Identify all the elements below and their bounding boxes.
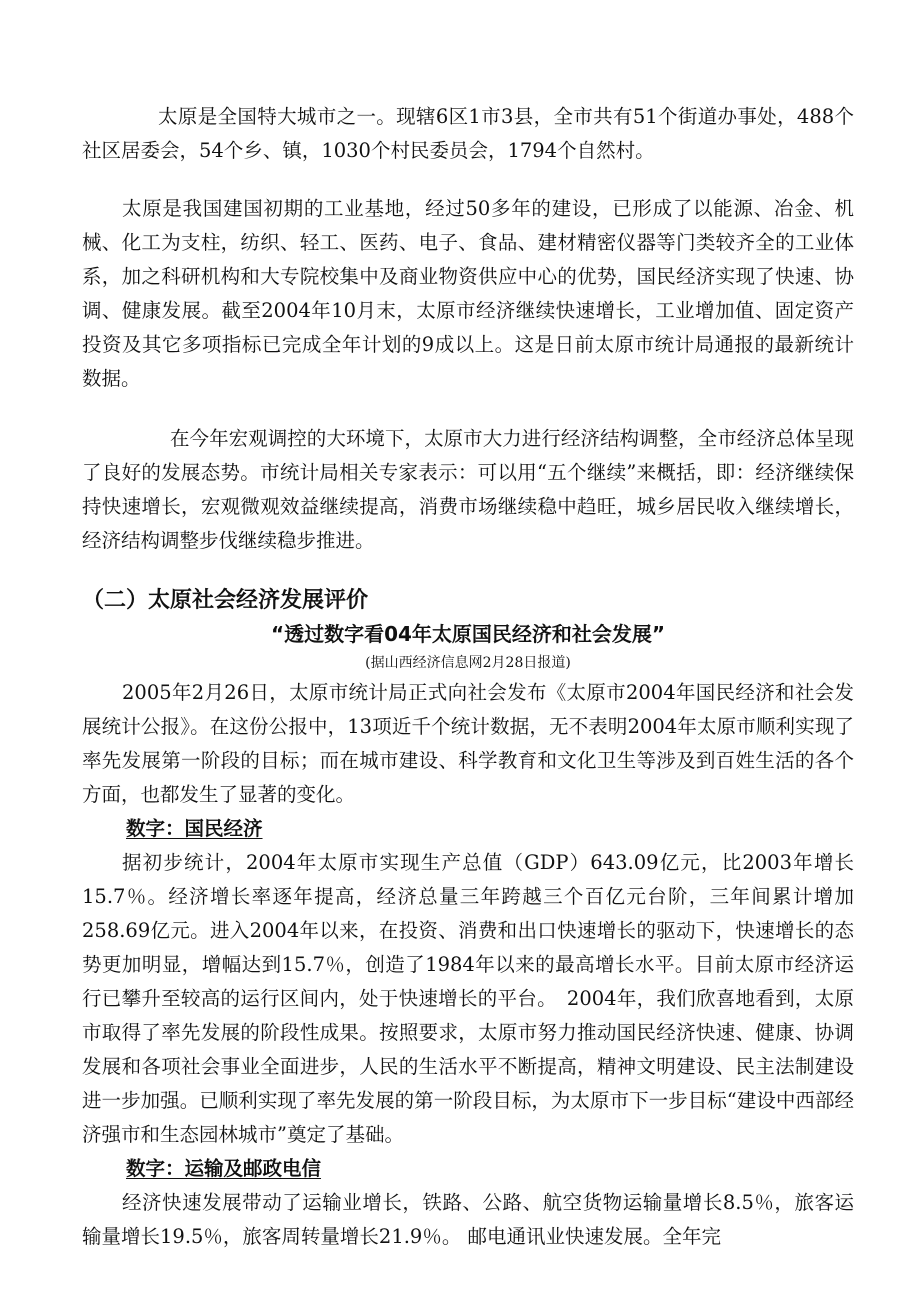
sub-heading-national-economy [82, 812, 854, 846]
document-page [82, 100, 854, 1254]
paragraph-national-economy: 据初步统计，2004年太原市实现生产总值（GDP）643.09亿元，比2003年增长15.7％。经济增长率逐年提高，经济总量三年跨越三个百亿元台阶，三年间累计增加258.69亿元。进入2004年以来，在投资、消费和出口快速增长的驱动下，快速增长的态势更加明显，增幅达到15.7％，创造了1984年以来的最高增长水平。目前太原市经济运行已攀升至较高的运行区间内，处于快速增长的平台。 2004年，我们欣喜地看到，太原市取得了率先发展的阶段性成果。按照要求，太原市努力推动国民经济快速、健康、协调发展和各项社会事业全面进步，人民的生活水平不断提高，精神文明建设、民主法制建设进一步加强。已顺利实现了率先发展的第一阶段目标，为太原市下一步目标“建设中西部经济强市和生态园林城市”奠定了基础。 [82, 851, 854, 1146]
section-heading: （二）太原社会经济发展评价 [82, 588, 369, 613]
report-source: (据山西经济信息网2月28日报道) [365, 655, 571, 671]
sub-heading-transport-telecom [82, 1152, 854, 1186]
paragraph-report-intro: 2005年2月26日，太原市统计局正式向社会发布《太原市2004年国民经济和社会发展统计公报》。在这份公报中，13项近千个统计数据，无不表明2004年太原市顺利实现了率先发展第一阶段的目标；而在城市建设、科学教育和文化卫生等涉及到百姓生活的各个方面，也都发生了显著的变化。 [82, 681, 854, 806]
paragraph-city-overview: 太原是全国特大城市之一。现辖6区1市3县，全市共有51个街道办事处，488个社区居委会，54个乡、镇，1030个村民委员会，1794个自然村。 [82, 105, 854, 162]
sub-heading-transport-telecom-label: 数字：运输及邮政电信 [126, 1157, 322, 1180]
paragraph-macro-control: 在今年宏观调控的大环境下，太原市大力进行经济结构调整，全市经济总体呈现了良好的发展态势。市统计局相关专家表示：可以用“五个继续”来概括，即：经济继续保持快速增长，宏观微观效益继续提高，消费市场继续稳中趋旺，城乡居民收入继续增长，经济结构调整步伐继续稳步推进。 [82, 427, 854, 552]
report-title: “透过数字看04年太原国民经济和社会发展” [270, 622, 666, 646]
paragraph-industrial-base: 太原是我国建国初期的工业基地，经过50多年的建设，已形成了以能源、冶金、机械、化工为支柱，纺织、轻工、医药、电子、食品、建材精密仪器等门类较齐全的工业体系，加之科研机构和大专院校集中及商业物资供应中心的优势，国民经济实现了快速、协调、健康发展。截至2004年10月末，太原市经济继续快速增长，工业增加值、固定资产投资及其它多项指标已完成全年计划的9成以上。这是日前太原市统计局通报的最新统计数据。 [82, 197, 854, 390]
sub-heading-national-economy-label: 数字：国民经济 [126, 817, 263, 840]
paragraph-transport-telecom: 经济快速发展带动了运输业增长，铁路、公路、航空货物运输量增长8.5％，旅客运输量增长19.5％，旅客周转量增长21.9％。 邮电通讯业快速发展。全年完 [82, 1191, 854, 1248]
